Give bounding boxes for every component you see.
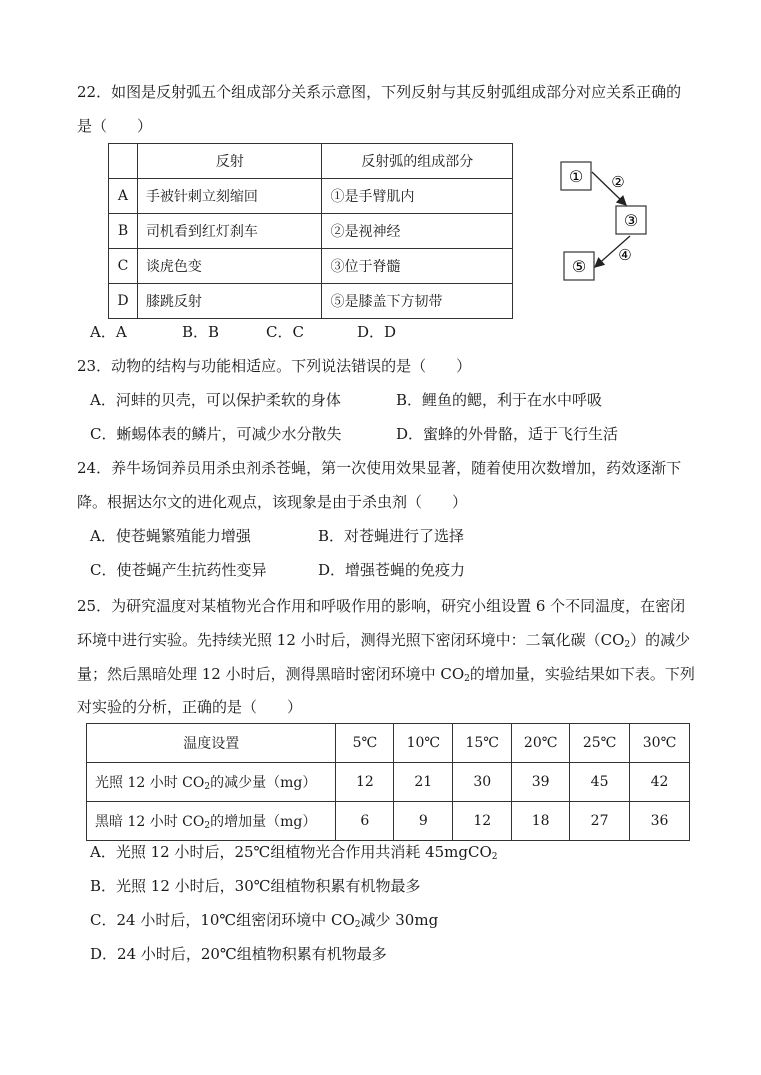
table-cell: 谈虎色变 — [137, 249, 322, 284]
label-5: ⑤ — [571, 257, 587, 276]
q22-stem-line2: 是（ ） — [77, 117, 153, 135]
label-1: ① — [568, 167, 584, 186]
q22-option-b[interactable]: B．B — [182, 323, 220, 341]
table-row — [87, 763, 690, 802]
table-cell: ⑤是膝盖下方韧带 — [322, 284, 513, 319]
label-2: ② — [611, 173, 625, 191]
table-header-cell: 15℃ — [453, 724, 512, 763]
q25-option-d[interactable]: D．24 小时后，20℃组植物积累有机物最多 — [90, 945, 387, 963]
q22-option-d[interactable]: D．D — [357, 323, 397, 341]
table-cell: B — [109, 214, 138, 249]
q23-option-a[interactable]: A．河蚌的贝壳，可以保护柔软的身体 — [90, 391, 341, 409]
q25-stem-line3: 量；然后黑暗处理 12 小时后，测得黑暗时密闭环境中 $CO_2$的增加量，实验结果如下表。下列 — [77, 665, 695, 684]
table-cell: 30 — [453, 763, 512, 802]
q25-option-b[interactable]: B．光照 12 小时后，30℃组植物积累有机物最多 — [90, 877, 421, 895]
table-cell: ②是视神经 — [322, 214, 513, 249]
label-3: ③ — [623, 211, 639, 230]
table-cell: 12 — [336, 763, 394, 802]
table-cell: 9 — [394, 802, 453, 841]
q25-stem-line2: 环境中进行实验。先持续光照 12 小时后，测得光照下密闭环境中：二氧化碳$(CO_2)$的减少 — [77, 631, 691, 650]
table-header-cell: 20℃ — [512, 724, 570, 763]
q25-option-a[interactable]: A．光照 12 小时后，25℃组植物光合作用共消耗 45mgCO$_2$ — [90, 843, 498, 862]
table-cell: ③位于脊髓 — [322, 249, 513, 284]
table-cell: 膝跳反射 — [137, 284, 322, 319]
table-cell: 12 — [453, 802, 512, 841]
q24-stem-line2: 降。根据达尔文的进化观点，该现象是由于杀虫剂（ ） — [77, 493, 468, 511]
q25-stem-line4: 对实验的分析，正确的是（ ） — [77, 698, 303, 716]
table-row — [87, 802, 690, 841]
table-cell: 42 — [630, 763, 690, 802]
table-cell: 27 — [570, 802, 630, 841]
table-cell: 6 — [336, 802, 394, 841]
table-row-label: 黑暗 12 小时 $CO_2$的增加量（mg） — [87, 802, 336, 841]
table-header-cell — [109, 144, 138, 179]
table-cell: 司机看到红灯刹车 — [137, 214, 322, 249]
table-row — [109, 179, 513, 214]
table-cell: 21 — [394, 763, 453, 802]
q24-option-c[interactable]: C．使苍蝇产生抗药性变异 — [90, 561, 267, 579]
table-header-cell: 5℃ — [336, 724, 394, 763]
table-cell: 39 — [512, 763, 570, 802]
q22-stem-line1: 22．如图是反射弧五个组成部分关系示意图，下列反射与其反射弧组成部分对应关系正确的 — [77, 83, 682, 101]
q24-option-a[interactable]: A．使苍蝇繁殖能力增强 — [90, 527, 251, 545]
q25-option-c[interactable]: C．24 小时后，10℃组密闭环境中 $CO_2$减少 30mg — [90, 911, 439, 930]
table-row — [109, 249, 513, 284]
table-header-cell: 温度设置 — [87, 724, 336, 763]
q23-option-b[interactable]: B．鲤鱼的鳃，利于在水中呼吸 — [396, 391, 603, 409]
table-header-cell: 反射 — [137, 144, 322, 179]
table-cell: ①是手臂肌内 — [322, 179, 513, 214]
table-cell: 36 — [630, 802, 690, 841]
q23-option-d[interactable]: D．蜜蜂的外骨骼，适于飞行生活 — [396, 425, 619, 443]
q22-table — [108, 143, 513, 319]
q24-option-d[interactable]: D．增强苍蝇的免疫力 — [318, 561, 466, 579]
q23-option-c[interactable]: C．蜥蜴体表的鳞片，可减少水分散失 — [90, 425, 342, 443]
table-header-cell: 反射弧的组成部分 — [322, 144, 513, 179]
q22-option-c[interactable]: C．C — [266, 323, 304, 341]
table-row — [109, 284, 513, 319]
q23-stem: 23．动物的结构与功能相适应。下列说法错误的是（ ） — [77, 357, 472, 375]
table-header-cell: 30℃ — [630, 724, 690, 763]
table-cell: D — [109, 284, 138, 319]
table-header-row — [109, 144, 513, 179]
table-cell: C — [109, 249, 138, 284]
q25-table — [86, 723, 690, 841]
reflex-arc-diagram — [555, 150, 670, 290]
q24-option-b[interactable]: B．对苍蝇进行了选择 — [318, 527, 465, 545]
table-header-row — [87, 724, 690, 763]
q22-option-a[interactable]: A．A — [90, 323, 127, 341]
table-cell: 45 — [570, 763, 630, 802]
table-cell: A — [109, 179, 138, 214]
q25-stem-line1: 25．为研究温度对某植物光合作用和呼吸作用的影响，研究小组设置 6 个不同温度，在密闭 — [77, 597, 686, 615]
table-cell: 手被针刺立刻缩回 — [137, 179, 322, 214]
table-cell: 18 — [512, 802, 570, 841]
table-header-cell: 10℃ — [394, 724, 453, 763]
table-row-label: 光照 12 小时 $CO_2$的减少量（mg） — [87, 763, 336, 802]
label-4: ④ — [618, 246, 632, 264]
q24-stem-line1: 24．养牛场饲养员用杀虫剂杀苍蝇，第一次使用效果显著，随着使用次数增加，药效逐渐下 — [77, 459, 682, 477]
table-row — [109, 214, 513, 249]
table-header-cell: 25℃ — [570, 724, 630, 763]
